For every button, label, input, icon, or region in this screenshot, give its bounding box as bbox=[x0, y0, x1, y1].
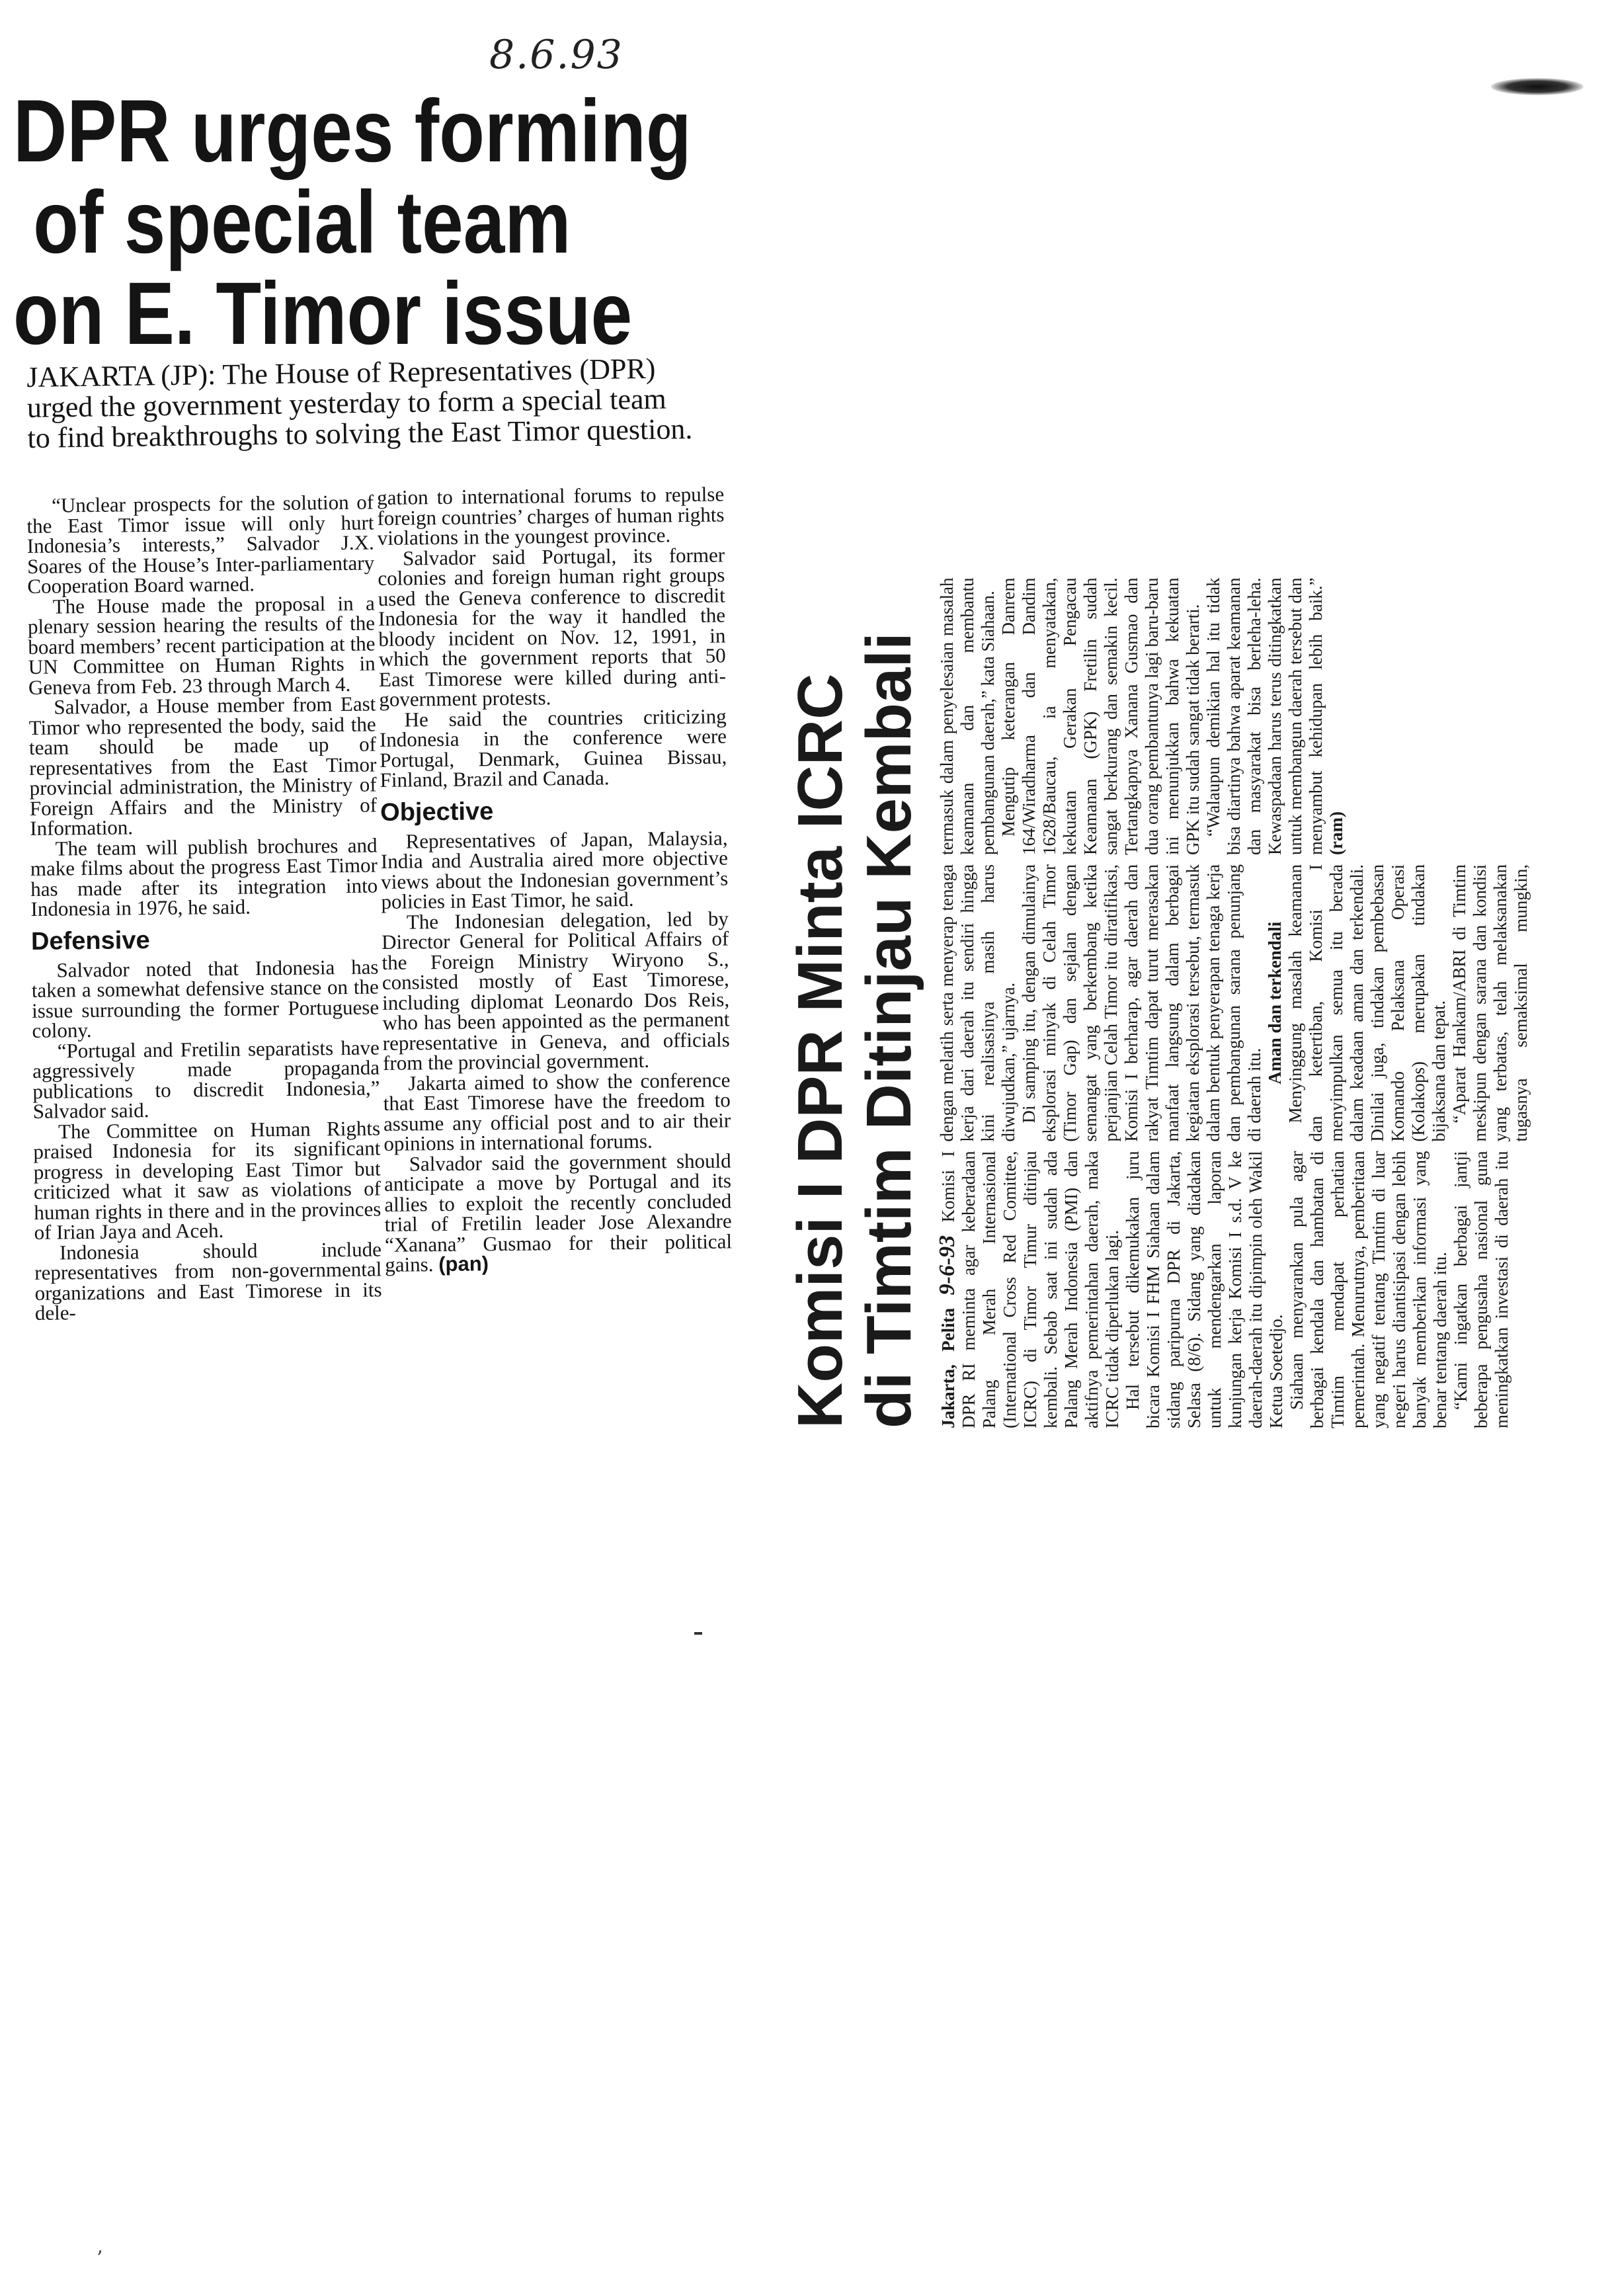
byline: (pan) bbox=[438, 1252, 489, 1276]
dash-mark bbox=[694, 1632, 702, 1635]
paragraph: “Aparat Hankam/ABRI di Timtim meskipun dengan sarana dan kondisi yang terbatas, telah melaksanakan tugasnya semaksimal mungkin, termasuk dalam penyelesaian masalah keamanan dan membantu pembangunan daerah,” kata Siahaan. bbox=[937, 577, 1531, 1142]
paragraph: “Unclear prospects for the solution of the East Timor issue will only hurt Indonesia’s interests,” Salvador J.X. Soares of the House’s Inter-parliamentary Cooperation Board warned. bbox=[26, 490, 375, 598]
headline-line-3: on E. Timor issue bbox=[13, 265, 633, 363]
paragraph bbox=[1203, 578, 1347, 856]
paragraph: Representatives of Japan, Malaysia, India and Australia aired more objective views about the Indonesian government’s policies in East Timor, he said. bbox=[380, 825, 729, 913]
lead-paragraph: JAKARTA (JP): The House of Representatives (DPR) urged the government yesterday to form a special team to find breakthroughs to solving the East Timor question. bbox=[26, 352, 693, 454]
paragraph: The Indonesian delegation, led by Director General for Political Affairs of the Foreign Ministry Wiryono S., consisted mostly of East Timorese, including diplomat Leonardo Dos Reis, who has been appointed as the permanent representative in Geneva, and officials from the provincial government. bbox=[382, 906, 730, 1075]
paragraph: Siahaan menyarankan pula agar berbagai kendala dan hambatan di Timtim mendapat perhatian pemerintah. Menurutnya, pemberitaan yang negatif tentang Timtim di luar negeri harus diantisipasi dengan lebih banyak memberikan informasi yang benar tentang daerah itu. bbox=[1287, 1151, 1450, 1428]
paragraph: Salvador said Portugal, its former colonies and foreign human right groups used the Geneva conference to discredit Indonesia for the way it handled the bloody incident on Nov. 12, 1991, in which the government reports that 50 East Timorese were killed during anti-government protests. bbox=[378, 542, 727, 711]
paragraph bbox=[383, 1148, 733, 1276]
subhead-defensive: Defensive bbox=[30, 926, 150, 956]
paragraph: “Kami ingatkan berbagai jantji beberapa pengusaha nasional guna meningkatkan investasi di daerah itu dengan melatih serta menyerap tenaga kerja dari daerah itu sendiri hingga kini realisasinya masih harus diwujudkan,” ujarnya. bbox=[937, 864, 1511, 1428]
paragraph: Salvador, a House member from East Timor who represented the body, said the team should be made up of representatives from the East Timor provincial administration, the Ministry of Foreign Affairs and the Ministry of Information. bbox=[28, 692, 378, 840]
paragraph: The House made the proposal in a plenary session hearing the results of the board members’ recent participation at the UN Committee on Human Rights in Geneva from Feb. 23 through March 4. bbox=[27, 591, 376, 699]
ink-smudge bbox=[1491, 78, 1584, 95]
clipping-title bbox=[785, 632, 924, 1428]
paragraph: Salvador noted that Indonesia has taken a somewhat defensive stance on the issue surrounding the former Portuguese colony. bbox=[31, 954, 380, 1042]
margin-mark: ’ bbox=[97, 2247, 103, 2270]
paragraph: gation to international forums to repulse foreign countries’ charges of human rights violations in the youngest province. bbox=[376, 482, 725, 550]
paragraph-text: Salvador said the government should anticipate a move by Portugal and its allies to exploit the recently concluded trial of Fretilin leader Jose Alexandre “Xanana” Gusmao for their political gains. bbox=[383, 1148, 733, 1276]
article-column-2 bbox=[376, 482, 733, 1276]
paragraph-text: “Walaupun demikian hal itu tidak bisa diartinya bahwa aparat keamanan dan masyarakat bisa berleha-leha. Kewaspadaan harus terus ditingkatkan untuk membangun daerah tersebut dan menyambut kehidupan lebih baik.” bbox=[1203, 577, 1326, 855]
paragraph: Jakarta aimed to show the conference that East Timorese have the freedom to assume any official post and to air their opinions in international forums. bbox=[383, 1067, 731, 1155]
indonesian-clipping-rotated bbox=[784, 291, 1534, 1428]
clipping-title-line-1: Komisi I DPR Minta ICRC bbox=[785, 673, 856, 1428]
dateline: Jakarta, Pelita bbox=[938, 1307, 958, 1428]
paragraph: Menyinggung masalah keamanan dan ketertiban, Komisi I menyimpulkan semua itu berada dalam keadaan aman dan terkendali. Dinilai juga, tindakan pembebasan Komando Pelaksana Operasi (Kolakops) merupakan tindakan bijaksana dan tepat. bbox=[1285, 864, 1449, 1142]
clipping-body bbox=[937, 291, 1532, 1428]
paragraph: The Committee on Human Rights praised Indonesia for its significant progress in developing East Timor but criticized what it saw as violations of human rights in there and in the provinces of Irian Jaya and Aceh. bbox=[33, 1116, 382, 1244]
paragraph: The team will publish brochures and make films about the progress East Timor has made after its integration into Indonesia in 1976, he said. bbox=[30, 833, 378, 921]
paragraph bbox=[937, 1151, 1123, 1429]
paragraph: Di samping itu, dengan dimulainya eksplorasi minyak di Celah Timor (Timor Gap) dan sejalan dengan semangat yang berkembang ketika perjanjian Celah Timor itu diratifikasi, Komisi I berharap, agar daerah dan rakyat Timtim dapat turut merasakan manfaat langsung dalam berbagai kegiatan eksplorasi tersebut, termasuk dalam bentuk penyerapan tenaga kerja dan pembangunan sarana penunjang di daerah itu. bbox=[1019, 864, 1264, 1142]
clipping-byline: (ram) bbox=[1326, 811, 1346, 855]
headline bbox=[13, 82, 692, 363]
handwritten-date: 8.6.93 bbox=[489, 32, 623, 78]
paragraph: He said the countries criticizing Indonesia in the conference were Portugal, Denmark, Guinea Bissau, Finland, Brazil and Canada. bbox=[379, 704, 727, 792]
clipping-title-line-2: di Timtim Ditinjau Kembali bbox=[854, 632, 924, 1428]
paragraph: Hal tersebut dikemukakan juru bicara Komisi I FHM Siahaan dalam sidang paripurna DPR di Jakarta, Selasa (8/6). Sidang yang diadakan untuk mendengarkan laporan kunjungan kerja Komisi I s.d. V ke daerah-daerah itu dipimpin oleh Wakil Ketua Soetedjo. bbox=[1123, 1151, 1286, 1428]
paragraph: Indonesia should include representatives from non-governmental organizations and East Timorese in its dele- bbox=[34, 1237, 382, 1325]
paragraph: “Portugal and Fretilin separatists have aggressively made propaganda publications to discredit Indonesia,” Salvador said. bbox=[32, 1035, 380, 1123]
subhead-objective: Objective bbox=[380, 797, 494, 827]
paragraph-text: Komisi I DPR RI meminta agar keberadaan Palang Merah Internasional (International Cross Red Comittee, ICRC) di Timor Timur ditinjau kembali. Sebab saat ini sudah ada Palang Merah Indonesia (PMI) dan aktifnya pemerintahan daerah, maka ICRC tidak diperlukan lagi. bbox=[938, 1151, 1122, 1428]
handwritten-date: 9-6-93 bbox=[935, 1235, 959, 1295]
indonesian-clipping bbox=[784, 291, 1534, 1428]
clipping-subhead: Aman dan terkendali bbox=[1265, 921, 1285, 1085]
headline-line-1: DPR urges forming bbox=[13, 82, 692, 181]
article-column-1 bbox=[26, 490, 382, 1325]
headline-line-2: of special team bbox=[33, 173, 571, 272]
paragraph: Mengutip keterangan Danrem 164/Wiradharma dan Dandim 1628/Baucau, ia menyatakan, kekuatan Gerakan Pengacau Keamanan (GPK) Fretilin sudah sangat berkurang dan semakin kecil. Tertangkapnya Xanana Gusmao dan dua orang pembantunya lagi baru-baru ini menunjukkan bahwa kekuatan GPK itu sudah sangat tidak berarti. bbox=[998, 577, 1203, 855]
